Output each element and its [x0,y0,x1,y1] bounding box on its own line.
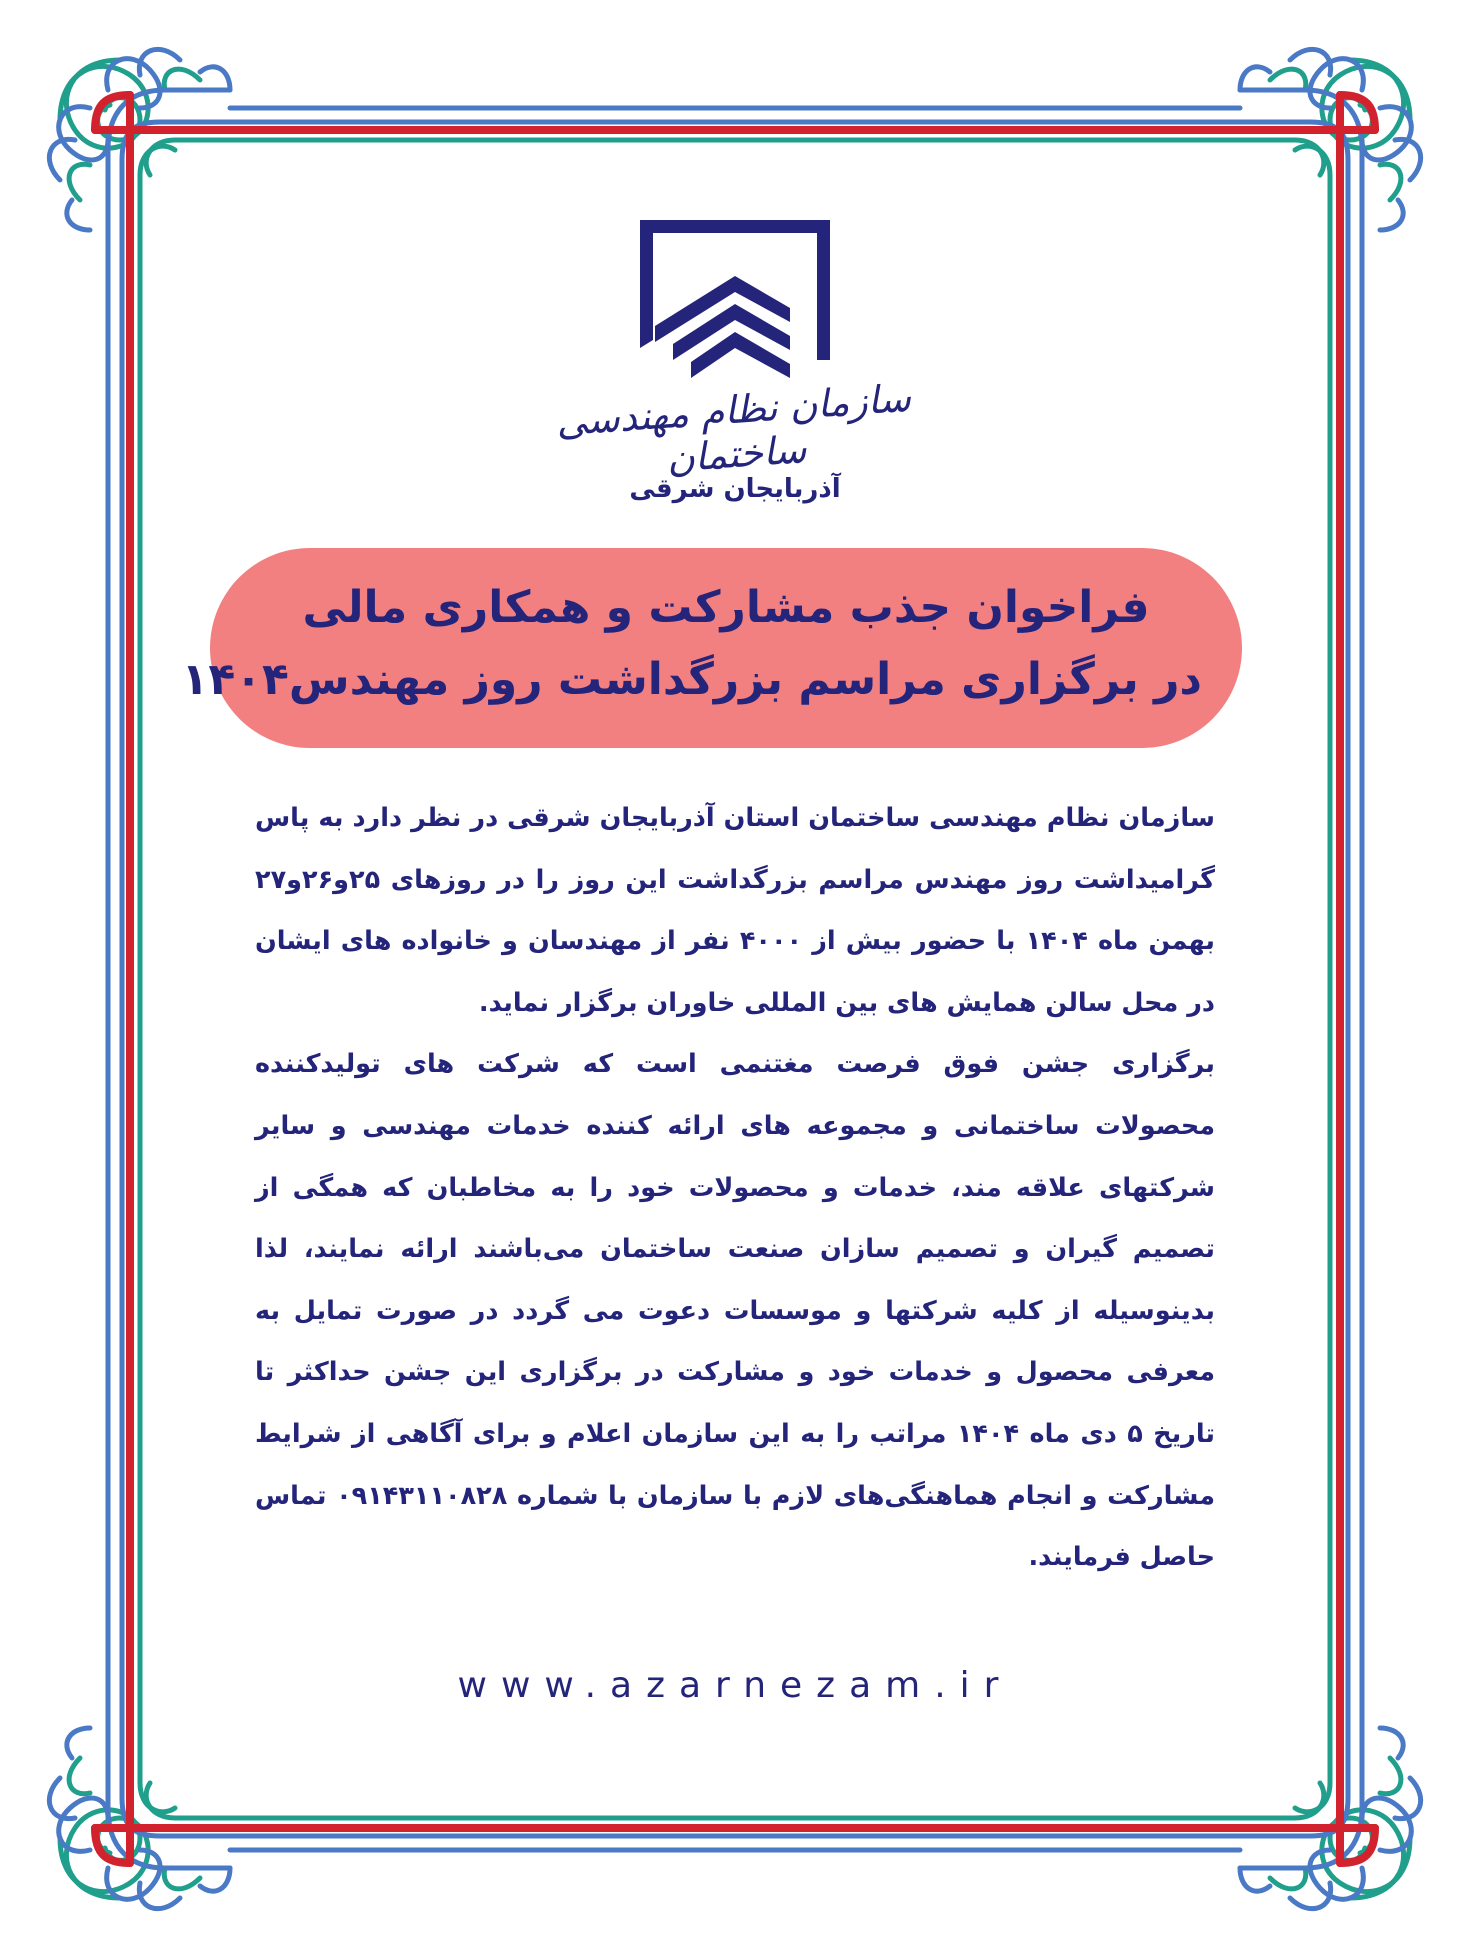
organization-logo [535,210,935,520]
house-roof-logo-icon [585,210,885,400]
title-line-2: در برگزاری مراسم بزرگداشت روز مهندس۱۴۰۴ [181,654,1202,705]
title-line-1: فراخوان جذب مشارکت و همکاری مالی [302,582,1150,633]
body-paragraph-2: برگزاری جشن فوق فرصت مغتنمی است که شرکت های تولیدکننده محصولات ساختمانی و مجموعه های ارائه کننده خدمات مهندسی و سایر شرکتهای علاقه مند، خدمات و محصولات خود را به مخاطبان که همگی از تصمیم گیران و تصمیم سازان صنعت ساختمان می‌باشند ارائه نمایند، لذا بدینوسیله از کلیه شرکتها و موسسات دعوت می گردد در صورت تمایل به معرفی محصول و خدمات خود و مشارکت در برگزاری این جشن حداکثر تا تاریخ ۵ دی ماه ۱۴۰۴ مراتب را به این سازمان اعلام و برای آگاهی از شرایط مشارکت و انجام هماهنگی‌های لازم با سازمان با شماره ۰۹۱۴۳۱۱۰۸۲۸ تماس حاصل فرمایند. [255,1049,1216,1573]
body-paragraph-1: سازمان نظام مهندسی ساختمان استان آذربایجان شرقی در نظر دارد به پاس گرامیداشت روز مهندس مراسم بزرگداشت این روز را در روزهای ۲۵و۲۶و۲۷ بهمن ماه ۱۴۰۴ با حضور بیش از ۴۰۰۰ نفر از مهندسان و خانواده های ایشان در محل سالن همایش های بین المللی خاوران برگزار نماید. [255,803,1215,1018]
province-name: آذربایجان شرقی [629,474,841,504]
announcement-body [255,788,1215,1589]
title-banner [181,548,1242,748]
organization-name-calligraphy: سازمان نظام مهندسی ساختمان [554,375,913,481]
website-link[interactable]: www.azarnezam.ir [457,1665,1013,1706]
